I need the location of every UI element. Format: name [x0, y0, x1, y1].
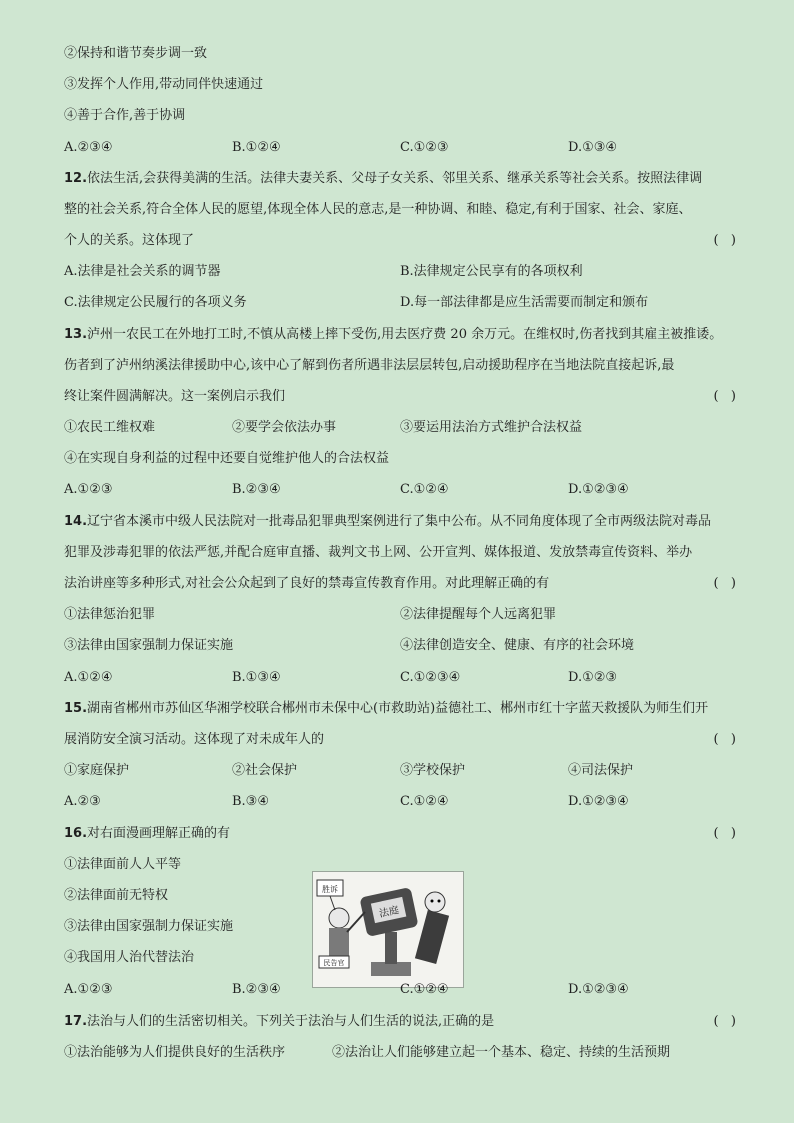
q14-stem-line1: 14.辽宁省本溪市中级人民法院对一批毒品犯罪典型案例进行了集中公布。从不同角度体现了全市两级法院对毒品: [64, 514, 712, 529]
q14-item-2: ②法律提醒每个人远离犯罪: [400, 607, 557, 622]
q16-item-4: ④我国用人治代替法治: [64, 950, 195, 965]
q16-item-3: ③法律由国家强制力保证实施: [64, 919, 234, 934]
q14-item-4: ④法律创造安全、健康、有序的社会环境: [400, 638, 635, 653]
q17-item-1: ①法治能够为人们提供良好的生活秩序: [64, 1045, 286, 1060]
q11-option-c: C.①②③: [400, 140, 449, 155]
q16-option-b: B.②③④: [232, 982, 281, 997]
q13-stem-line3: 终让案件圆满解决。这一案例启示我们: [64, 389, 286, 404]
q17-stem: 17.法治与人们的生活密切相关。下列关于法治与人们生活的说法,正确的是: [64, 1014, 495, 1029]
q15-item-2: ②社会保护: [232, 763, 298, 778]
q14-option-a: A.①②④: [64, 670, 113, 685]
q14-item-1: ①法律惩治犯罪: [64, 607, 156, 622]
q15-number: 15.: [64, 701, 88, 716]
q12-stem-line2: 整的社会关系,符合全体人民的愿望,体现全体人民的意志,是一种协调、和睦、稳定,有利于国家、社会、家庭、: [64, 202, 692, 217]
cartoon-sign-text: 胜诉: [322, 885, 338, 894]
q12-option-c: C.法律规定公民履行的各项义务: [64, 295, 247, 310]
q15-stem-line2: 展消防安全演习活动。这体现了对未成年人的: [64, 732, 325, 747]
q15-item-3: ③学校保护: [400, 763, 466, 778]
q13-item-2: ②要学会依法办事: [232, 420, 337, 435]
q15-item-4: ④司法保护: [568, 763, 634, 778]
q12-option-d: D.每一部法律都是应生活需要而制定和颁布: [400, 295, 649, 310]
q16-item-2: ②法律面前无特权: [64, 888, 169, 903]
q11-option-d: D.①③④: [568, 140, 618, 155]
q15-option-a: A.②③: [64, 794, 101, 809]
q12-option-b: B.法律规定公民享有的各项权利: [400, 264, 583, 279]
q16-stem: 16.对右面漫画理解正确的有: [64, 826, 231, 841]
q16-number: 16.: [64, 826, 88, 841]
q11-option-a: A.②③④: [64, 140, 113, 155]
q11-option-b: B.①②④: [232, 140, 281, 155]
q12-answer-bracket: ( ): [713, 233, 736, 248]
q17-number: 17.: [64, 1014, 88, 1029]
q16-option-a: A.①②③: [64, 982, 113, 997]
q13-number: 13.: [64, 327, 88, 342]
cartoon-gavel-text: 法庭: [378, 905, 401, 920]
q13-option-c: C.①②④: [400, 482, 449, 497]
q16-answer-bracket: ( ): [713, 826, 736, 841]
q15-option-d: D.①②③④: [568, 794, 629, 809]
q17-item-2: ②法治让人们能够建立起一个基本、稳定、持续的生活预期: [332, 1045, 671, 1060]
q15-answer-bracket: ( ): [713, 732, 736, 747]
q14-answer-bracket: ( ): [713, 576, 736, 591]
q14-option-b: B.①③④: [232, 670, 281, 685]
q14-stem-line2: 犯罪及涉毒犯罪的依法严惩,并配合庭审直播、裁判文书上网、公开宣判、媒体报道、发放禁毒宣传资料、举办: [64, 545, 693, 560]
q12-stem-line1: 12.依法生活,会获得美满的生活。法律夫妻关系、父母子女关系、邻里关系、继承关系等社会关系。按照法律调: [64, 171, 703, 186]
q13-option-a: A.①②③: [64, 482, 113, 497]
q13-stem-line1: 13.泸州一农民工在外地打工时,不慎从高楼上摔下受伤,用去医疗费 20 余万元。在维权时,伤者找到其雇主被推诿。: [64, 327, 723, 342]
q12-stem-line3: 个人的关系。这体现了: [64, 233, 195, 248]
q17-answer-bracket: ( ): [713, 1014, 736, 1029]
q13-item-4: ④在实现自身利益的过程中还要自觉维护他人的合法权益: [64, 451, 390, 466]
q12-number: 12.: [64, 171, 88, 186]
q13-answer-bracket: ( ): [713, 389, 736, 404]
q13-option-b: B.②③④: [232, 482, 281, 497]
q14-option-d: D.①②③: [568, 670, 618, 685]
law-cartoon-image: [312, 871, 464, 988]
q16-option-d: D.①②③④: [568, 982, 629, 997]
q11-item-2: ②保持和谐节奏步调一致: [64, 46, 208, 61]
cartoon-badge-text: 民告官: [323, 959, 345, 967]
q13-item-1: ①农民工维权难: [64, 420, 156, 435]
q14-item-3: ③法律由国家强制力保证实施: [64, 638, 234, 653]
q16-item-1: ①法律面前人人平等: [64, 857, 182, 872]
q16-option-c: C.①②④: [400, 982, 449, 997]
q14-number: 14.: [64, 514, 88, 529]
q14-stem-line3: 法治讲座等多种形式,对社会公众起到了良好的禁毒宣传教育作用。对此理解正确的有: [64, 576, 550, 591]
q13-option-d: D.①②③④: [568, 482, 629, 497]
q15-item-1: ①家庭保护: [64, 763, 130, 778]
q15-stem-line1: 15.湖南省郴州市苏仙区华湘学校联合郴州市未保中心(市救助站)益德社工、郴州市红十字蓝天救援队为师生们开: [64, 701, 709, 716]
q13-item-3: ③要运用法治方式维护合法权益: [400, 420, 583, 435]
q14-option-c: C.①②③④: [400, 670, 461, 685]
q11-item-4: ④善于合作,善于协调: [64, 108, 186, 123]
q15-option-b: B.③④: [232, 794, 269, 809]
q15-option-c: C.①②④: [400, 794, 449, 809]
q12-option-a: A.法律是社会关系的调节器: [64, 264, 221, 279]
q11-item-3: ③发挥个人作用,带动同伴快速通过: [64, 77, 264, 92]
cartoon-illustration: [313, 872, 463, 987]
q13-stem-line2: 伤者到了泸州纳溪法律援助中心,该中心了解到伤者所遇非法层层转包,启动援助程序在当地法院直接起诉,最: [64, 358, 675, 373]
